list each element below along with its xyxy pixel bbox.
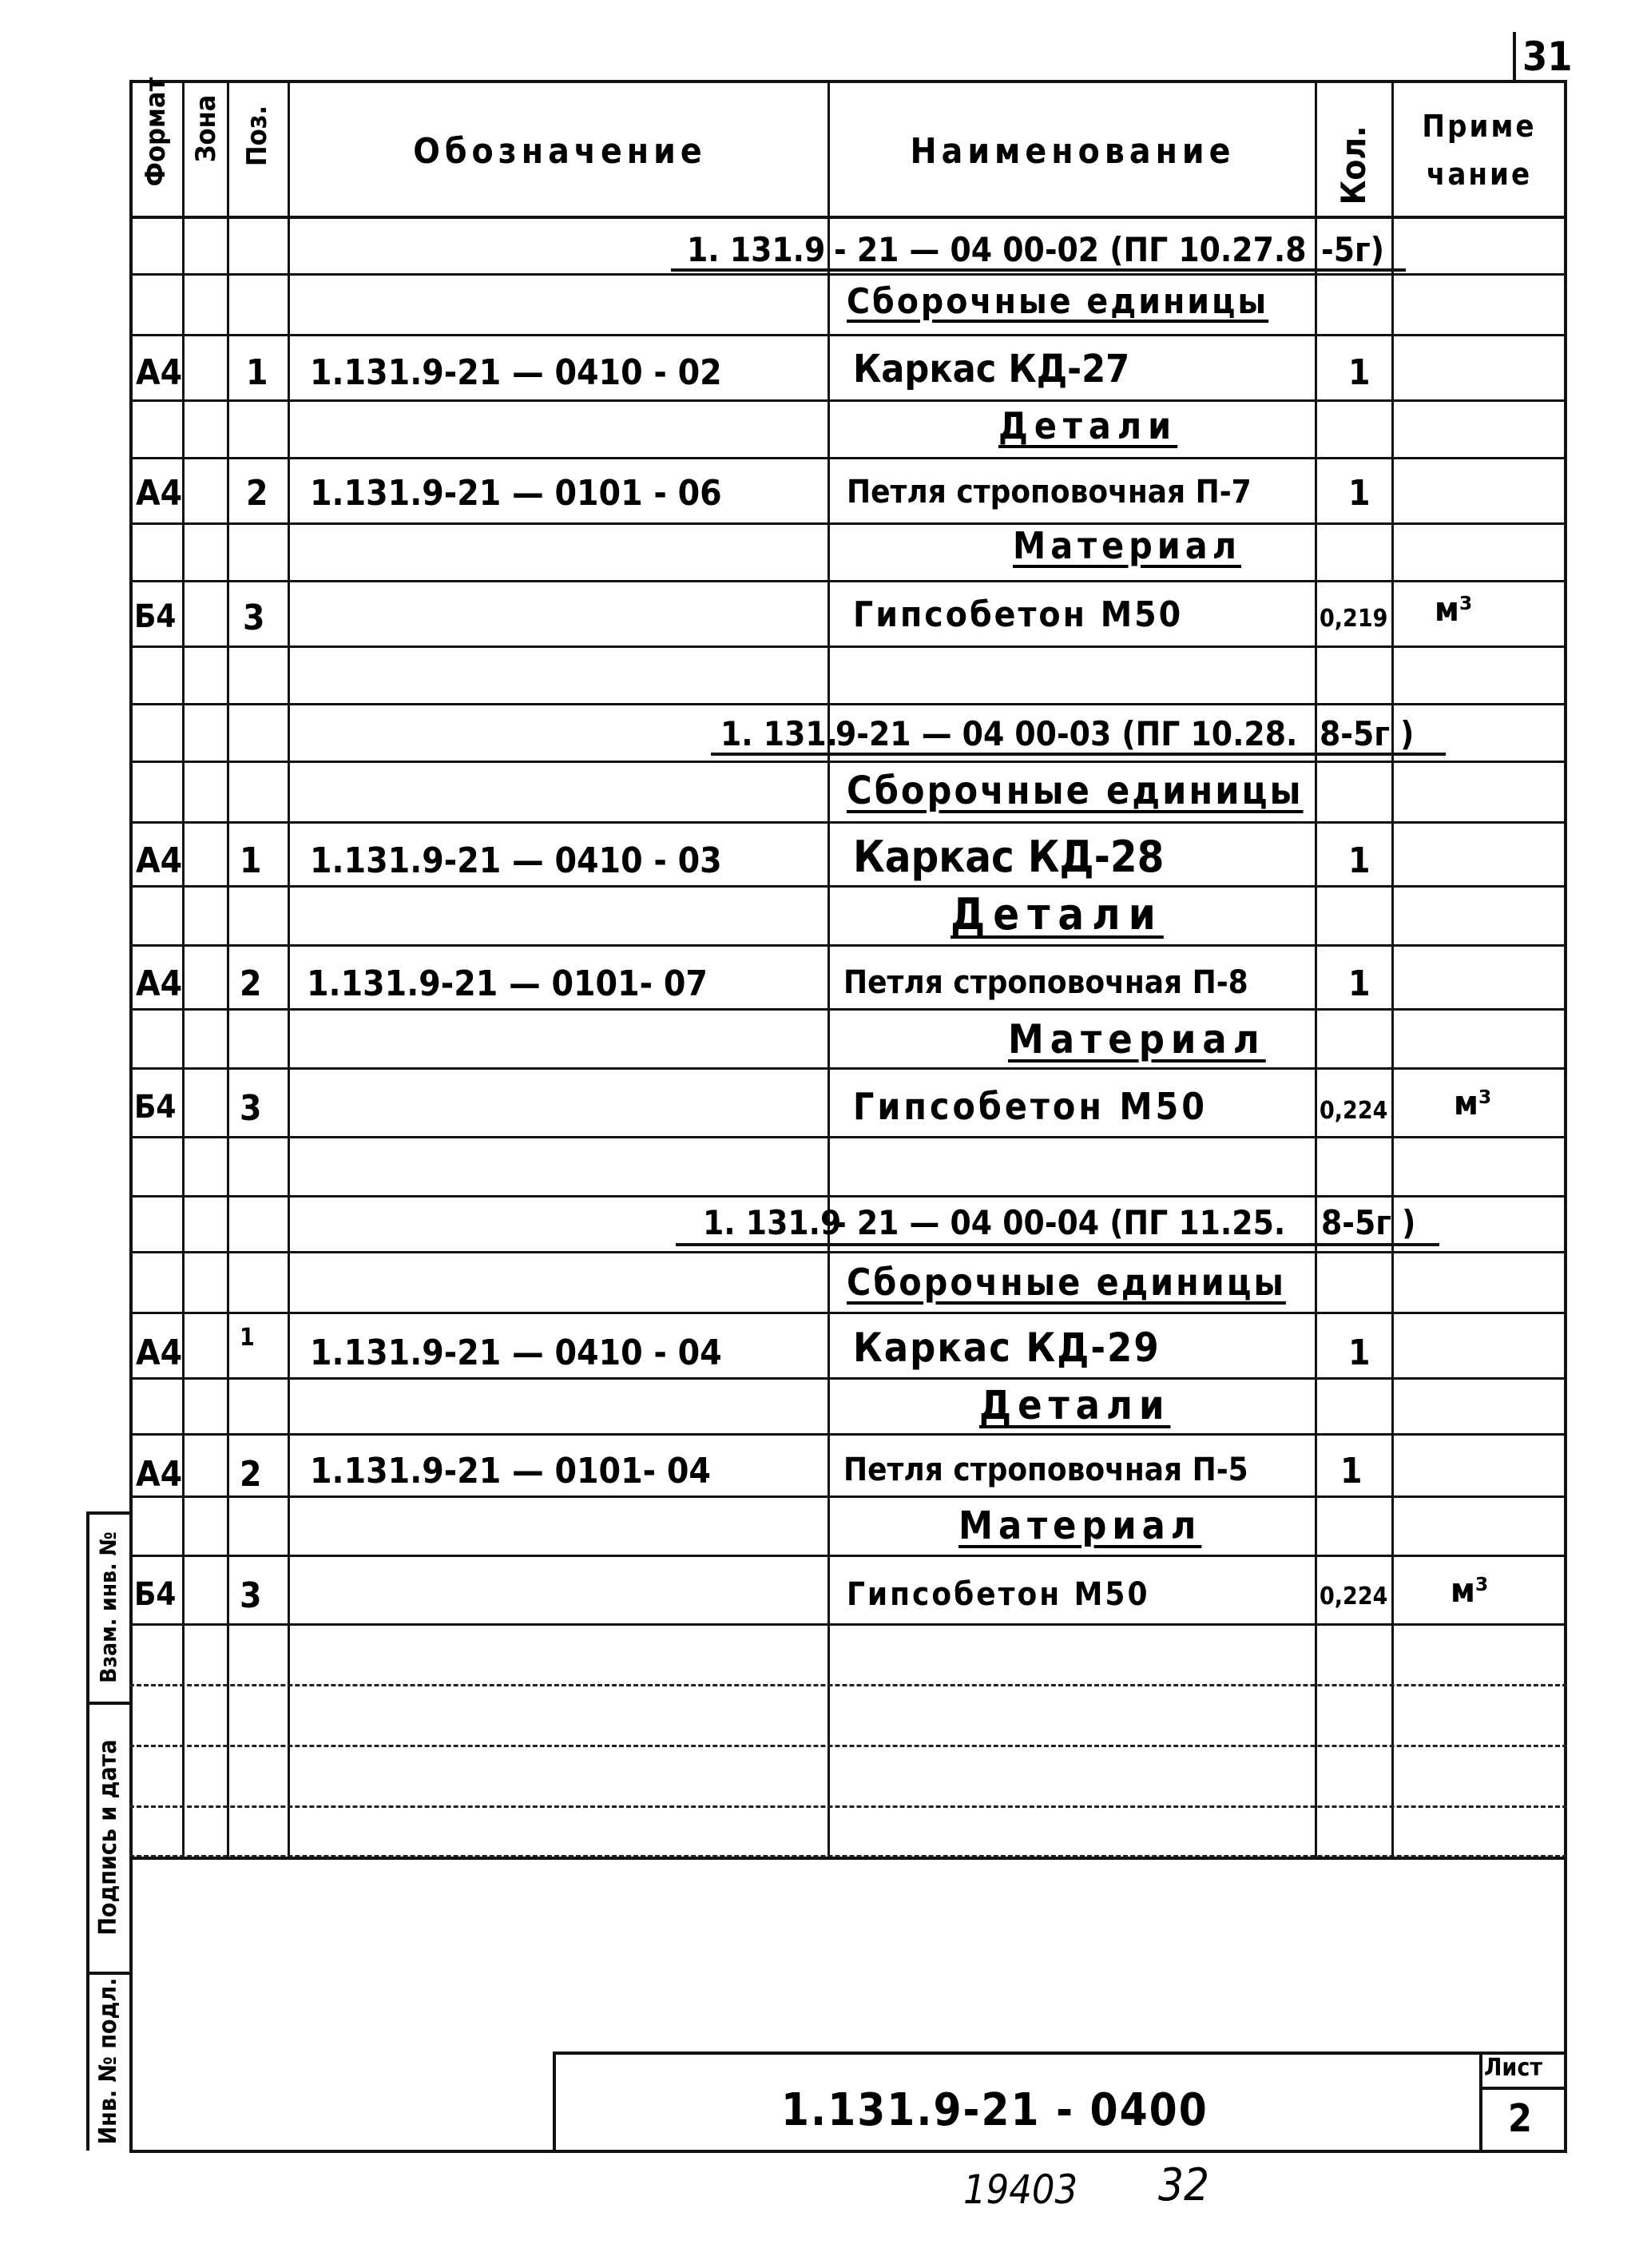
row-separator	[129, 580, 1567, 582]
row-separator	[129, 1495, 1567, 1498]
side-stamp-left	[86, 1511, 89, 2151]
row-separator	[129, 1251, 1567, 1253]
empty-row-separator	[129, 1684, 1567, 1686]
group-1-row-1-pos: 1	[246, 352, 268, 393]
group-2-doc-tail: 8-5г )	[1320, 714, 1415, 753]
group-3-doc-left: 1. 131.9	[703, 1203, 842, 1242]
group-3-row-3-format: Б4	[134, 1576, 177, 1613]
frame-bottom	[129, 2150, 1567, 2153]
col-line-qty	[1315, 80, 1317, 1857]
row-separator	[129, 703, 1567, 705]
row-separator	[129, 1555, 1567, 1557]
group-3-doc-right: - 21 — 04 00-04 (ПГ 11.25.	[834, 1203, 1286, 1242]
row-separator	[129, 1312, 1567, 1314]
side-stamp-top	[86, 1511, 131, 1515]
side-label-inv-podl: Инв. № подл.	[94, 1977, 122, 2145]
group-2-doc-right: 9-21 — 04 00-03 (ПГ 10.28.	[835, 714, 1298, 753]
group-1-row-3-name: Гипсобетон М50	[853, 594, 1184, 635]
page-number-divider	[1513, 32, 1516, 80]
group-3-doc-tail: 8-5г )	[1321, 1203, 1416, 1242]
group-3-row-2-qty: 1	[1340, 1451, 1363, 1491]
title-block-sheet-divider	[1479, 2052, 1482, 2152]
group-3-underline	[676, 1243, 1439, 1246]
empty-row-separator	[129, 1745, 1567, 1747]
side-stamp-sep-1	[86, 1702, 131, 1705]
group-2-row-2-format: А4	[136, 963, 183, 1004]
group-1-row-3-qty: 0,219	[1320, 605, 1388, 633]
archive-page: 32	[1158, 2159, 1210, 2211]
group-3-row-2-name: Петля строповочная П-5	[843, 1452, 1248, 1488]
row-separator	[129, 821, 1567, 824]
row-separator	[129, 457, 1567, 459]
group-1-underline	[671, 268, 1406, 272]
group-1-section-material: Материал	[1013, 524, 1242, 567]
header-name: Наименование	[910, 131, 1236, 172]
col-line-pos	[227, 80, 229, 1857]
group-2-row-1-designation: 1.131.9-21 — 0410 - 03	[310, 840, 722, 881]
row-separator	[129, 399, 1567, 402]
group-1-row-2-format: А4	[136, 473, 183, 514]
group-2-section-material: Материал	[1008, 1016, 1266, 1063]
group-1-section-details: Детали	[998, 404, 1178, 447]
group-1-row-3-note: м³	[1435, 590, 1473, 629]
group-1-row-1-format: А4	[136, 352, 183, 393]
group-1-row-2-name: Петля строповочная П-7	[847, 474, 1252, 510]
group-2-row-1-qty: 1	[1348, 840, 1371, 881]
header-note-line1: Приме	[1422, 109, 1537, 144]
col-line-zone	[182, 80, 185, 1857]
title-block-sheet-number: 2	[1508, 2096, 1533, 2141]
group-3-row-3-name: Гипсобетон М50	[847, 1576, 1150, 1613]
row-separator	[129, 885, 1567, 888]
group-2-row-1-name: Каркас КД-28	[853, 832, 1165, 882]
frame-left	[129, 80, 133, 2153]
row-separator	[129, 1195, 1567, 1198]
row-separator	[129, 334, 1567, 336]
group-3-row-1-format: А4	[136, 1333, 183, 1373]
row-separator	[129, 273, 1567, 276]
row-separator	[129, 1067, 1567, 1070]
group-3-row-2-format: А4	[136, 1454, 183, 1495]
side-label-podp-data: Подпись и дата	[94, 1739, 122, 1936]
group-2-row-3-name: Гипсобетон М50	[853, 1085, 1208, 1128]
header-note-line2: чание	[1426, 157, 1533, 192]
header-designation: Обозначение	[413, 131, 707, 172]
col-line-designation	[288, 80, 290, 1857]
table-end-line	[129, 1857, 1567, 1860]
group-1-row-3-format: Б4	[134, 598, 177, 635]
group-1-row-2-qty: 1	[1348, 473, 1371, 514]
group-3-row-3-note: м³	[1451, 1571, 1489, 1610]
col-line-note	[1391, 80, 1394, 1857]
row-separator	[129, 1377, 1567, 1380]
header-bottom-line	[129, 216, 1567, 219]
side-label-vzam-inv: Взам. инв. №	[95, 1531, 121, 1683]
group-1-row-1-qty: 1	[1348, 352, 1371, 393]
group-2-row-2-pos: 2	[240, 963, 262, 1004]
group-2-row-2-name: Петля строповочная П-8	[843, 964, 1248, 1001]
header-zone: Зона	[190, 94, 222, 163]
row-separator	[129, 761, 1567, 763]
row-separator	[129, 1433, 1567, 1436]
frame-right	[1564, 80, 1567, 2153]
group-3-row-1-name: Каркас КД-29	[853, 1325, 1161, 1371]
archive-number: 19403	[963, 2167, 1078, 2213]
sheet-top-number: 31	[1522, 34, 1573, 80]
group-1-row-1-name: Каркас КД-27	[853, 347, 1130, 391]
group-3-row-2-pos: 2	[240, 1454, 262, 1495]
group-3-row-2-designation: 1.131.9-21 — 0101- 04	[310, 1451, 711, 1491]
col-line-name	[827, 80, 830, 1857]
row-separator	[129, 944, 1567, 947]
group-1-doc-tail: -5г)	[1321, 230, 1384, 269]
group-2-row-3-pos: 3	[240, 1088, 262, 1129]
group-3-row-3-qty: 0,224	[1320, 1583, 1388, 1611]
title-block-left	[553, 2052, 556, 2152]
row-separator	[129, 1008, 1567, 1011]
row-separator	[129, 645, 1567, 648]
group-1-doc-left: 1. 131.9	[687, 230, 826, 269]
group-3-row-1-qty: 1	[1348, 1333, 1371, 1373]
group-2-row-3-note: м³	[1454, 1083, 1492, 1122]
group-2-row-1-format: А4	[136, 840, 183, 881]
frame-top	[129, 80, 1567, 83]
group-3-row-1-designation: 1.131.9-21 — 0410 - 04	[310, 1333, 722, 1373]
title-block-top	[553, 2052, 1566, 2055]
group-3-section-details: Детали	[979, 1382, 1171, 1428]
title-block-sheet-label: Лист	[1484, 2054, 1542, 2082]
group-2-row-1-pos: 1	[240, 840, 262, 881]
group-2-row-3-qty: 0,224	[1320, 1097, 1388, 1125]
group-1-row-3-pos: 3	[243, 598, 265, 638]
header-qty: Кол.	[1334, 125, 1373, 205]
row-separator	[129, 1136, 1567, 1138]
group-3-row-3-pos: 3	[240, 1575, 262, 1616]
group-3-section-assembly: Сборочные единицы	[847, 1261, 1286, 1304]
header-format: Формат	[140, 77, 172, 187]
group-3-row-1-pos: 1	[240, 1324, 255, 1352]
empty-row-separator	[129, 1805, 1567, 1808]
group-1-row-2-pos: 2	[246, 473, 268, 514]
row-separator	[129, 1623, 1567, 1626]
group-2-row-2-designation: 1.131.9-21 — 0101- 07	[307, 963, 708, 1004]
group-2-section-details: Детали	[950, 889, 1164, 939]
group-1-row-2-designation: 1.131.9-21 — 0101 - 06	[310, 473, 722, 514]
group-1-section-assembly: Сборочные единицы	[847, 281, 1269, 322]
group-3-section-material: Материал	[958, 1503, 1202, 1548]
header-pos: Поз.	[241, 105, 273, 167]
title-block-document-code: 1.131.9-21 - 0400	[781, 2084, 1208, 2136]
title-block-sheet-label-line	[1479, 2087, 1566, 2090]
group-2-row-2-qty: 1	[1348, 963, 1371, 1004]
group-2-row-3-format: Б4	[134, 1089, 177, 1126]
group-1-row-1-designation: 1.131.9-21 — 0410 - 02	[310, 352, 722, 393]
group-2-doc-left: 1. 131.	[720, 714, 839, 753]
group-2-section-assembly: Сборочные единицы	[847, 769, 1304, 813]
group-1-doc-right: - 21 — 04 00-02 (ПГ 10.27.8	[834, 230, 1307, 269]
row-separator	[129, 522, 1567, 525]
group-2-underline	[711, 753, 1446, 756]
